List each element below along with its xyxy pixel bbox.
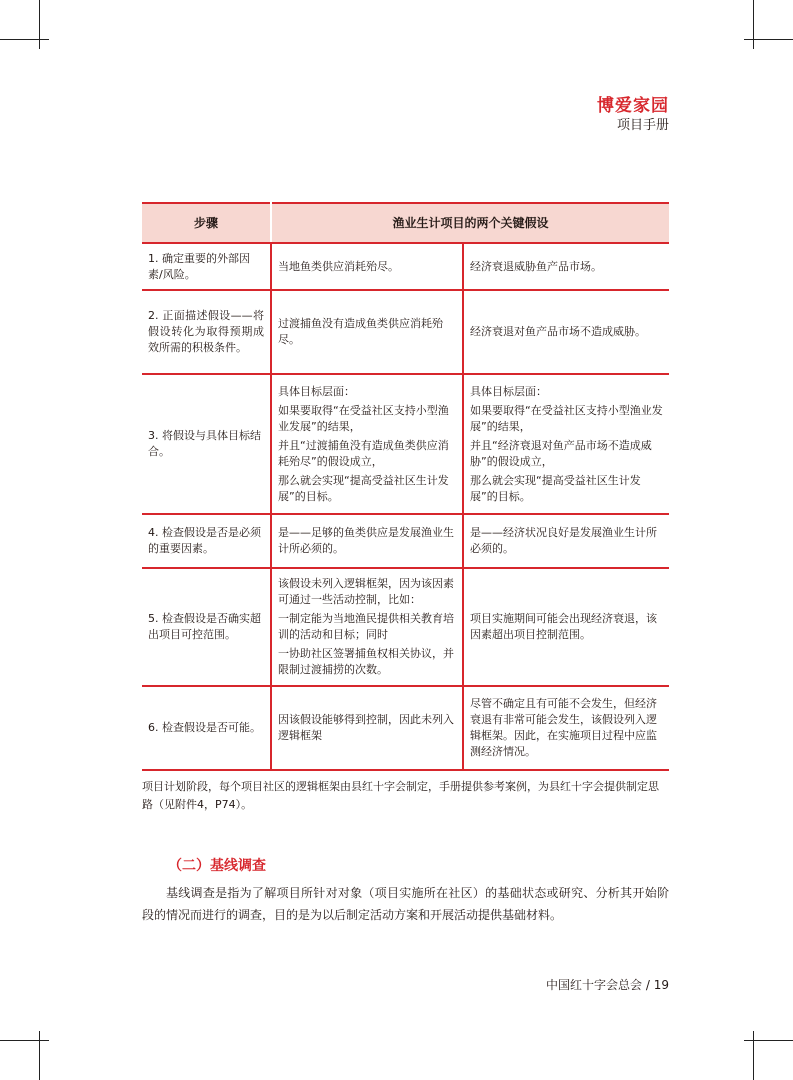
cell-text: 是——经济状况良好是发展渔业生计所必须的。	[470, 526, 657, 555]
assumption-b-cell	[463, 568, 669, 686]
assumption-b-cell	[463, 290, 669, 374]
table-row	[142, 514, 669, 568]
table-row	[142, 243, 669, 290]
cell-text: 尽管不确定且有可能不会发生，但经济衰退有非常可能会发生，该假设列入逻辑框架。因此，在实施项目过程中应监测经济情况。	[470, 697, 657, 758]
assumptions-table	[142, 202, 669, 771]
cell-text: 过渡捕鱼没有造成鱼类供应消耗殆尽。	[278, 317, 443, 346]
cell-text: 当地鱼类供应消耗殆尽。	[278, 259, 399, 273]
cell-text: 具体目标层面：	[278, 384, 355, 398]
cell-text: 因该假设能够得到控制，因此未列入逻辑框架	[278, 713, 454, 742]
crop-mark	[39, 1031, 40, 1080]
assumption-b-cell	[463, 374, 669, 514]
cell-text: 经济衰退对鱼产品市场不造成威胁。	[470, 325, 646, 338]
section-title: （二）基线调查	[168, 858, 266, 874]
cell-text: 项目实施期间可能会出现经济衰退，该因素超出项目控制范围。	[470, 612, 657, 641]
crop-mark	[0, 39, 49, 40]
brand-subtitle: 项目手册	[616, 118, 669, 133]
crop-mark	[753, 0, 754, 49]
assumption-a-cell	[271, 290, 463, 374]
cell-text: 具体目标层面：	[470, 384, 547, 398]
cell-text: 那么就会实现“提高受益社区生计发展”的目标。	[278, 473, 449, 503]
crop-mark	[744, 1040, 793, 1041]
assumption-a-cell	[271, 243, 463, 290]
table-header-row	[142, 203, 669, 243]
page-footer: 中国红十字会总会 / 19	[546, 978, 669, 992]
assumption-a-cell	[271, 568, 463, 686]
assumption-b-cell	[463, 514, 669, 568]
table-row	[142, 374, 669, 514]
brand-title: 博爱家园	[597, 96, 669, 116]
assumption-a-cell	[271, 686, 463, 770]
cell-text: 并且“过渡捕鱼没有造成鱼类供应消耗殆尽”的假设成立，	[278, 438, 449, 468]
cell-text: 如果要取得“在受益社区支持小型渔业发展”的结果，	[278, 403, 449, 433]
cell-text: 如果要取得“在受益社区支持小型渔业发展”的结果，	[470, 403, 663, 433]
crop-mark	[744, 39, 793, 40]
cell-text: 该假设未列入逻辑框架，因为该因素可通过一些活动控制，比如：	[278, 577, 454, 606]
section-paragraph: 基线调查是指为了解项目所针对对象（项目实施所在社区）的基础状态或研究、分析其开始阶段的情况而进行的调查，目的是为以后制定活动方案和开展活动提供基础材料。	[142, 886, 669, 922]
cell-text: 是——足够的鱼类供应是发展渔业生计所必须的。	[278, 526, 454, 555]
cell-text: 一协助社区签署捕鱼权相关协议，并限制过渡捕捞的次数。	[278, 647, 454, 676]
step-cell: 6. 检查假设是否可能。	[142, 686, 271, 770]
assumption-b-cell	[463, 686, 669, 770]
table-row	[142, 686, 669, 770]
column-header-step: 步骤	[142, 203, 271, 243]
cell-text: 一制定能为当地渔民提供相关教育培训的活动和目标；同时	[278, 612, 454, 641]
crop-mark	[39, 0, 40, 49]
table-note: 项目计划阶段，每个项目社区的逻辑框架由县红十字会制定，手册提供参考案例，为县红十字会提供制定思路（见附件4，P74）。	[142, 780, 659, 811]
cell-text: 并且“经济衰退对鱼产品市场不造成威胁”的假设成立，	[470, 438, 652, 468]
crop-mark	[753, 1031, 754, 1080]
brand-header	[597, 96, 669, 135]
assumption-a-cell	[271, 514, 463, 568]
step-cell: 4. 检查假设是否是必须的重要因素。	[142, 514, 271, 568]
assumption-b-cell	[463, 243, 669, 290]
step-cell: 1. 确定重要的外部因素/风险。	[142, 243, 271, 290]
cell-text: 经济衰退威胁鱼产品市场。	[470, 259, 602, 273]
crop-mark	[0, 1040, 49, 1041]
table-row	[142, 290, 669, 374]
step-cell: 2. 正面描述假设——将假设转化为取得预期成效所需的积极条件。	[142, 290, 271, 374]
assumption-a-cell	[271, 374, 463, 514]
cell-text: 那么就会实现“提高受益社区生计发展”的目标。	[470, 473, 641, 503]
column-header-assumptions: 渔业生计项目的两个关键假设	[271, 203, 669, 243]
step-cell: 5. 检查假设是否确实超出项目可控范围。	[142, 568, 271, 686]
step-cell: 3. 将假设与具体目标结合。	[142, 374, 271, 514]
table-row	[142, 568, 669, 686]
